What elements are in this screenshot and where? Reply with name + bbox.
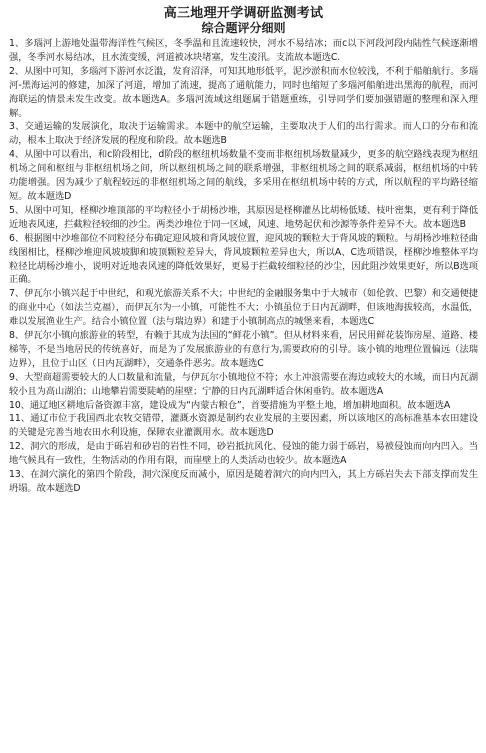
answer-item-9: 9、大型商超需要较大的人口数量和流量，与伊瓦尔小镇地位不符；水上冲浪需要在海边或较大的水域，而日内瓦湖较小且为高山湖泊；山地攀岩需要陡峭的崖壁；宁静的日内瓦湖畔适合休闲垂钓。故本题选A — [9, 371, 478, 397]
answer-item-3: 3、交通运输的发展演化，取决于运输需求。本题中的航空运输，主要取决于人们的出行需求。而人口的分布和流动，根本上取决于经济发展的程度和阶段。故本题选B — [9, 121, 478, 147]
answer-item-13: 13、在洞穴演化的第四个阶段，洞穴深度反而减小，原因是随着洞穴的向内凹入，其上方砾岩失去下部支撑而发生坍塌。故本题选D — [9, 469, 478, 494]
answer-item-1: 1、多瑙河上游地处温带海洋性气候区，冬季温和且流速较快，河水不易结冰；而c以下河段河段内陆性气候逐渐增强，冬季河水易结冰，且水流变缓，河道被冰块堵塞，发生凌汛。支流故本题选C. — [9, 38, 478, 63]
answer-item-5: 5、从图中可知，柽柳沙堆顶部的平均粒径小于胡杨沙堆，其原因是柽柳灌丛比胡杨低矮、枝叶密集，更有利于降低近地表风速，拦截粒径较细的沙尘。两类沙堆位于同一区域，风速、地势起伏和沙源等条件差异不大。故本题选B — [9, 204, 478, 230]
answer-list — [9, 37, 478, 496]
document-subtitle: 综合题评分细则 — [201, 21, 286, 35]
answer-item-12: 12、洞穴的形成，是由于砾岩和砂岩的岩性不同，砂岩抵抗风化、侵蚀的能力弱于砾岩，易被侵蚀而向内凹入。当地气候具有一致性，生物活动的作用有限，而崖壁上的人类活动也较少。故本题选A — [9, 441, 478, 467]
answer-item-6: 6、根据图中沙堆部位不同粒径分布确定迎风坡和背风坡位置，迎风坡的颗粒大于背风坡的颗粒。与胡杨沙堆粒径曲线图相比，柽柳沙堆迎风坡坡脚和坡顶颗粒差异大，背风坡颗粒差异也大，所以A、C选项错误，柽柳沙堆整体平均粒径比胡杨沙堆小，说明对近地表风速的降低效果好，更易于拦截较细粒径的沙尘，因此阻沙效果更好，所以B选项正确。 — [9, 232, 478, 286]
answer-item-8: 8、伊瓦尔小镇向旅游业的转型，有赖于其成为法国的“鲜花小镇”。但从材料来看，居民用鲜花装饰房屋、道路、楼梯等，不是当地居民的传统喜好，而是为了发展旅游业的有意行为,需要政府的引导。该小镇的地理位置偏远（法瑞边界），且位于山区（日内瓦湖畔），交通条件恶劣。故本题选C — [9, 330, 478, 369]
document-title: 高三地理开学调研监测考试 — [163, 6, 324, 21]
answer-item-7: 7、伊瓦尔小镇兴起于中世纪，和观光旅游关系不大；中世纪的金融服务集中于大城市（如伦敦、巴黎）和交通便捷的商业中心（如法兰克福），而伊瓦尔为一小镇，可能性不大；小镇虽位于日内瓦湖畔，但该地海拔较高，水温低，难以发展渔业生产。结合小镇位置（法与瑞边界）和建于小镇制高点的城堡来看，本题选C — [9, 288, 478, 328]
answer-item-11: 11、通辽市位于我国西北农牧交错带，灌溉水资源是制约农业发展的主要因素，所以该地区的高标准基本农田建设的关键是完善当地农田水利设施，保障农业灌溉用水。故本题选D — [9, 413, 478, 439]
answer-item-2: 2、从图中可知，多瑙河下游河水泛滥，发育沼泽，可知其地形低平，泥沙淤积而水位较浅，不利于船舶航行。多瑙河-黑海运河的修建，加深了河道，增加了流速，提高了通航能力，同时也缩短了多瑙河船舶进出黑海的航程，而河海联运的情景未发生改变。故本题选A。多瑙河流域这组题属于错题重练，引导同学们要加强错题的整理和深入理解。 — [9, 65, 478, 119]
answer-item-10: 10、通辽地区耕地后备资源丰富，建设成为“内蒙古粮仓”，首要措施为平整土地，增加耕地面积。故本题选A — [9, 399, 451, 411]
answer-item-4: 4、从图中可以看出，和c阶段相比，d阶段的枢纽机场数量不变而非枢纽机场数量减少，更多的航空路线表现为枢纽机场之间和枢纽与非枢纽机场之间，所以枢纽机场之间的联系增强，非枢纽机场之间的联系减弱，枢纽机场的中转功能增强。因为减少了航程较远的非枢纽机场之间的航线，多采用在枢纽机场中转的方式，所以航程的平均路径缩短。故本题选D — [9, 149, 478, 202]
